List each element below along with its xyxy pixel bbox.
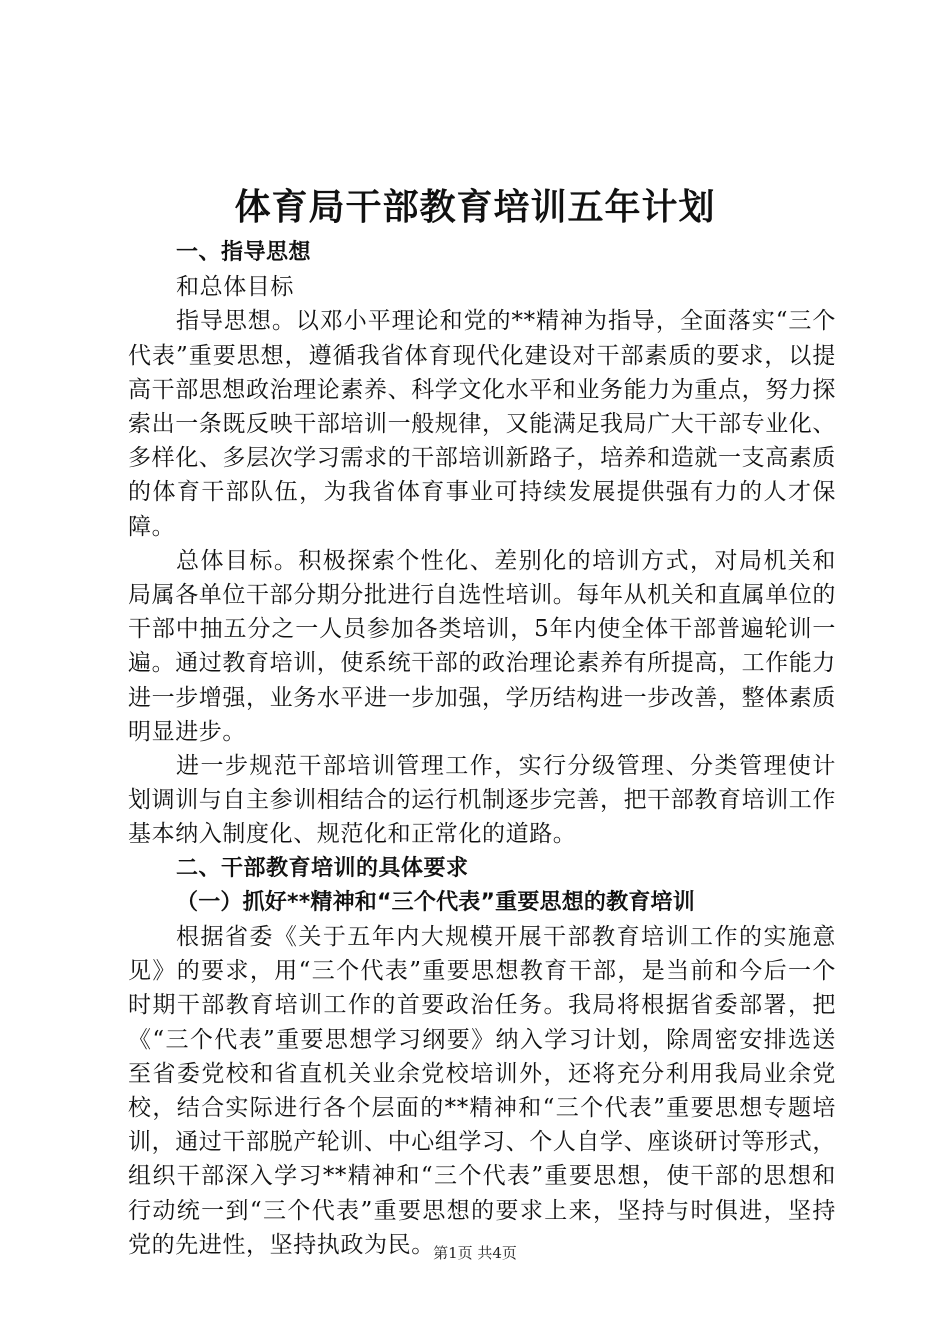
document-title: 体育局干部教育培训五年计划 xyxy=(234,187,716,228)
paragraph-requirements: 根据省委《关于五年内大规模开展干部教育培训工作的实施意见》的要求，用“三个代表”重要思想教育干部，是当前和今后一个时期干部教育培训工作的首要政治任务。我局将根据省委部署，把《“三个代表”重要思想学习纲要》纳入学习计划，除周密安排选送至省委党校和省直机关业余党校培训外，还将充分利用我局业余党校，结合实际进行各个层面的**精神和“三个代表”重要思想专题培训，通过干部脱产轮训、中心组学习、个人自学、座谈研讨等形式，组织干部深入学习**精神和“三个代表”重要思想，使干部的思想和行动统一到“三个代表”重要思想的要求上来，坚持与时俱进，坚持党的先进性，坚持执政为民。 xyxy=(128,924,836,1258)
heading-continuation: 和总体目标 xyxy=(176,274,294,301)
paragraph-overall-goal: 总体目标。积极探索个性化、差别化的培训方式，对局机关和局属各单位干部分期分批进行自选性培训。每年从机关和直属单位的干部中抽五分之一人员参加各类培训，5年内使全体干部普遍轮训一遍。通过教育培训，使系统干部的政治理论素养有所提高，工作能力进一步增强，业务水平进一步加强，学历结构进一步改善，整体素质明显进步。 xyxy=(128,547,836,745)
paragraph-guiding-thought: 指导思想。以邓小平理论和党的**精神为指导，全面落实“三个代表”重要思想，遵循我省体育现代化建设对干部素质的要求，以提高干部思想政治理论素养、科学文化水平和业务能力为重点，努力探索出一条既反映干部培训一般规律，又能满足我局广大干部专业化、多样化、多层次学习需求的干部培训新路子，培养和造就一支高素质的体育干部队伍，为我省体育事业可持续发展提供强有力的人才保障。 xyxy=(128,308,836,540)
document-body xyxy=(128,236,836,1262)
subsection-heading-1: （一）抓好**精神和“三个代表”重要思想的教育培训 xyxy=(176,889,695,915)
page-footer: 第1页 共4页 xyxy=(433,1244,517,1262)
section-heading-2: 二、干部教育培训的具体要求 xyxy=(176,855,469,881)
paragraph-management: 进一步规范干部培训管理工作，实行分级管理、分类管理使计划调训与自主参训相结合的运行机制逐步完善，把干部教育培训工作基本纳入制度化、规范化和正常化的道路。 xyxy=(128,753,836,848)
section-heading-1: 一、指导思想 xyxy=(176,240,312,265)
